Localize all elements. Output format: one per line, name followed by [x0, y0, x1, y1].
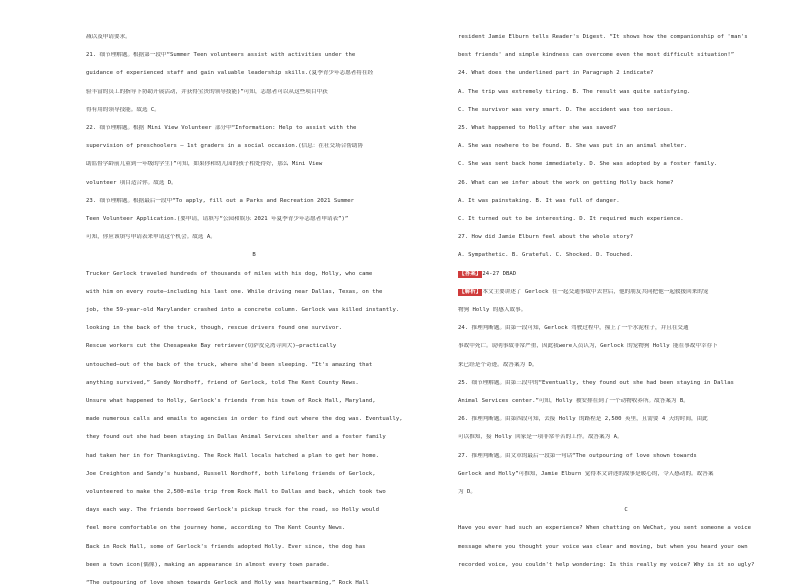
- text-line: guidance of experienced staff and gain valuable leadership skills.(夏季青少年志愿者将在经: [86, 70, 374, 77]
- text-line: 为 D。: [458, 489, 476, 495]
- text-line: 26. 推理判断题。由第四段可知，去接 Holly 的路程是 2,500 英里，且需要 4 天的时间，由此: [458, 416, 708, 423]
- text-line: made numerous calls and emails to agencies in order to find out where the dog was. Eventually,: [86, 416, 403, 423]
- text-line: 减以及申请要求。: [86, 34, 131, 40]
- analysis-tag: 【解析】: [459, 288, 482, 295]
- text-line: 助监督学龄前儿童到一年级的学生)”可知，如果你和幼儿园的孩子相处得好，那么 Mini View: [86, 161, 323, 168]
- text-line: C. She was sent back home immediately. D. She was adopted by a foster family.: [458, 161, 718, 168]
- text-line: days each way. The friends borrowed Gerlock's pickup truck for the road, so Holly would: [86, 507, 379, 514]
- text-line: A. The trip was extremely tiring. B. The result was quite satisfying.: [458, 88, 691, 95]
- text-line: Teen Volunteer Application.(要申请，请填写“公园和娱乐 2021 年夏季青少年志愿者申请表”)”: [86, 216, 349, 222]
- text-line: 可知，你应该填写申请表来申请这个机会。故选 A。: [86, 234, 216, 241]
- text-line: Animal Services center.”可知，Holly 被安排在到了一个动物收养所。故答案为 B。: [458, 398, 689, 404]
- text-line: 22. 细节理解题。根据 Mini View Volunteer 部分中“Information: Help to assist with the: [86, 125, 357, 131]
- text-line: had taken her in for Thanksgiving. The Rock Hall locals hatched a plan to get her home.: [86, 452, 379, 459]
- text-line: supervision of preschoolers — 1st graders in a social occasion.(信息：在社交场合帮助协: [86, 143, 364, 150]
- text-line: been a town icon(偶像), making an appearance in almost every town parade.: [86, 561, 330, 568]
- text-line: 27. 推理判断题。由文章的最后一段第一句话“The outpouring of love shown towards: [458, 452, 697, 459]
- text-line: A. She was nowhere to be found. B. She was put in an animal shelter.: [458, 143, 688, 150]
- text-line: Joe Creighton and Sandy's husband, Russell Nordhoff, both lifelong friends of Gerlock,: [86, 470, 376, 477]
- text-line: with him on every route—including his last one. While driving near Dallas, Texas, on the: [86, 288, 383, 295]
- text-line: untouched—out of the back of the truck, where she'd been sleeping. “It's amazing that: [86, 361, 373, 368]
- text-line: Rescue workers cut the Chesapeake Bay retriever(切萨皮克湾寻回犬)—practically: [86, 343, 337, 350]
- text-line: Trucker Gerlock traveled hundreds of thousands of miles with his dog, Holly, who came: [86, 270, 373, 277]
- text-line: 23. 细节理解题。根据最后一段中“To apply, fill out a Parks and Recreation 2021 Summer: [86, 197, 355, 204]
- text-line: 24. 推理判断题。由第一段可知，Gerlock 驾驶过程中，撞上了一个水泥柱子，并且在交通: [458, 325, 689, 332]
- text-line: Unsure what happened to Holly, Gerlock's friends from his town of Rock Hall, Maryland,: [86, 398, 376, 404]
- text-line: volunteer 项目适合你。故选 D。: [86, 179, 177, 186]
- right-column: [458, 0, 794, 568]
- analysis-text: 本文主要讲述了 Gerlock 在一起交通事故中去世后，他的朋友共同把他一起救援回来的宠: [482, 288, 709, 295]
- text-line: 25. 细节理解题。由第三段中的“Eventually, they found out she had been staying in Dallas: [458, 379, 734, 386]
- text-line: anything survived,” Sandy Nordhoff, friend of Gerlock, told The Kent County News.: [86, 379, 359, 386]
- text-line: A. It was painstaking. B. It was full of danger.: [458, 197, 620, 204]
- text-line: 27. How did Jamie Elburn feel about the whole story?: [458, 234, 634, 241]
- text-line: message where you thought your voice was clear and moving, but when you heard your own: [458, 543, 748, 550]
- text-line: volunteered to make the 2,500-mile trip from Rock Hall to Dallas and back, which took two: [86, 489, 386, 495]
- text-line: B: [252, 252, 256, 259]
- text-line: looking in the back of the truck, though, rescue drivers found one survivor.: [86, 325, 342, 332]
- text-line: C. It turned out to be interesting. D. It required much experience.: [458, 216, 684, 222]
- text-line: C. The survivor was very smart. D. The accident was too serious.: [458, 106, 674, 113]
- text-line: 26. What can we infer about the work on getting Holly back home?: [458, 179, 674, 186]
- text-line: 验丰富的员工的指导下协助开展活动，并获得宝贵的领导技能)”可知，志愿者可以从这些项目中获: [86, 88, 328, 95]
- answer-text: 24-27 DBAD: [482, 270, 517, 277]
- text-line: 物狗 Holly 的感人故事。: [458, 307, 527, 313]
- text-line: Back in Rock Hall, some of Gerlock's friends adopted Holly. Ever since, the dog has: [86, 543, 366, 550]
- answer-line: [458, 271, 794, 278]
- left-column: [86, 0, 422, 586]
- text-line: C: [624, 507, 628, 514]
- text-line: A. Sympathetic. B. Grateful. C. Shocked. D. Touched.: [458, 252, 634, 259]
- text-line: Have you ever had such an experience? When chatting on WeChat, you sent someone a voice: [458, 525, 751, 532]
- text-line: 24. What does the underlined part in Paragraph 2 indicate?: [458, 70, 654, 77]
- text-line: job, the 59-year-old Marylander crashed into a concrete column. Gerlock was killed instantly.: [86, 307, 400, 313]
- text-line: 得有用的领导技能。故选 C。: [86, 106, 160, 113]
- text-line: 可以推知，接 Holly 回家是一项非常辛苦的工作。故答案为 A。: [458, 434, 623, 441]
- text-line: best friends' and simple kindness can overcome even the most difficult situation!”: [458, 52, 735, 59]
- text-line: 来已经是个奇迹。故答案为 D。: [458, 361, 538, 368]
- text-line: 25. What happened to Holly after she was saved?: [458, 125, 617, 131]
- text-line: resident Jamie Elburn tells Reader's Digest. “It shows how the companionship of 'man's: [458, 34, 748, 40]
- text-line: they found out she had been staying in Dallas Animal Services shelter and a foster family: [86, 434, 386, 441]
- text-line: “The outpouring of love shown towards Gerlock and Holly was heartwarming,” Rock Hall: [86, 580, 369, 586]
- text-line: 事故中死亡。说明事故非常严重，因此我were人员认为，Gerlock 的宠物狗 Holly 能在事故中幸存下: [458, 343, 718, 350]
- text-line: Gerlock and Holly”可推知，Jamie Elburn 觉得本文讲述的故事是暖心的，令人感动的。故答案: [458, 470, 714, 477]
- text-line: 21. 细节理解题。根据第一段中“Summer Teen volunteers assist with activities under the: [86, 52, 356, 59]
- text-line: feel more comfortable on the journey home, according to The Kent County News.: [86, 525, 346, 532]
- analysis-line: [458, 289, 794, 296]
- text-line: recorded voice, you couldn't help wondering: Is this really my voice? Why is it so ugly?: [458, 561, 755, 568]
- answer-tag: 【答案】: [459, 270, 482, 277]
